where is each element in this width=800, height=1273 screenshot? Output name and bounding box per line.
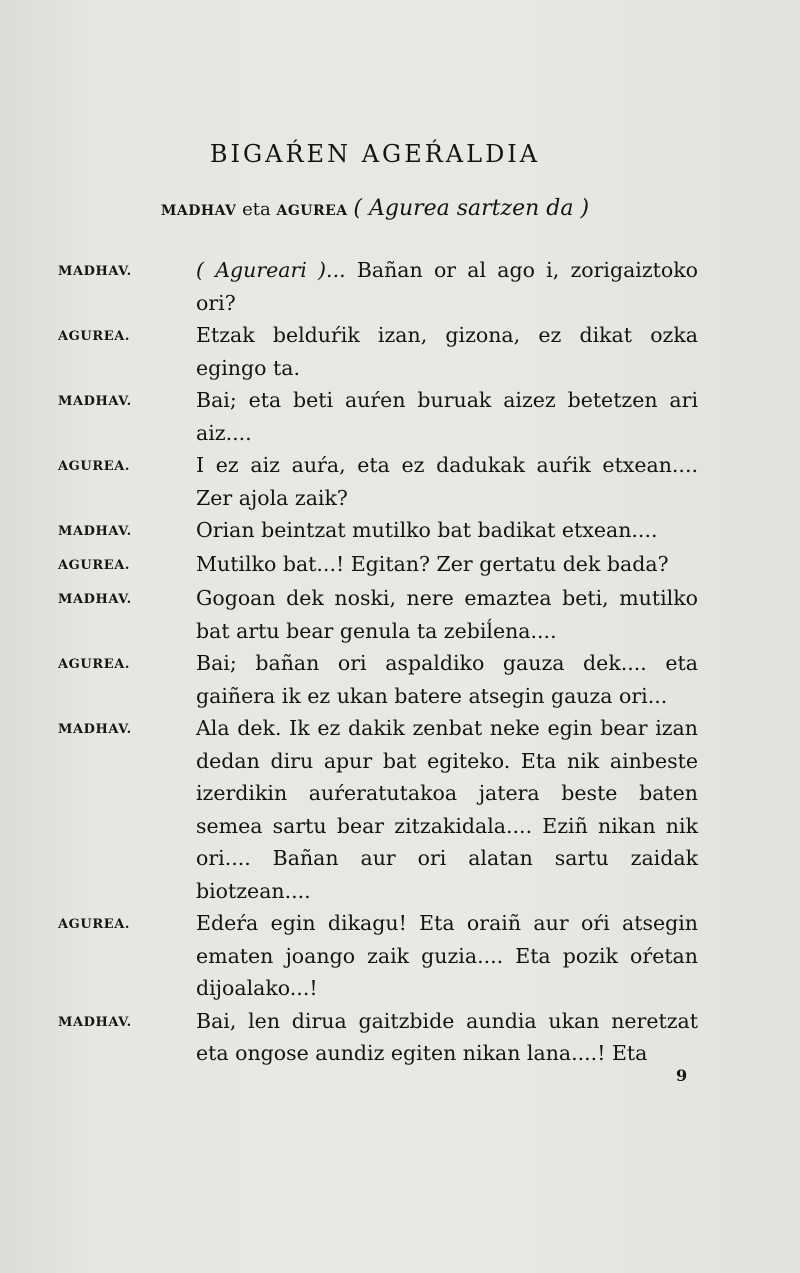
speaker-label: AGUREA. <box>58 558 131 573</box>
dialogue-entry <box>58 1005 698 1070</box>
stage-direction: ( Agurea sartzen da ) <box>353 196 590 221</box>
dialogue-list <box>58 254 698 1070</box>
dialogue-entry <box>58 254 698 319</box>
speaker-label: MADHAV. <box>58 592 132 607</box>
dialogue-text: Bai, len dirua gaitzbide aundia ukan neretzat eta ongose aundiz egiten nikan lana....! Eta <box>196 1008 698 1065</box>
dialogue-text: Edeŕa egin dikagu! Eta oraiñ aur oŕi atsegin ematen joango zaik guzia.... Eta pozik oŕetan dijoalako...! <box>196 911 698 1000</box>
dialogue-entry <box>58 548 698 582</box>
dialogue-text: Gogoan dek noski, nere emaztea beti, mutilko bat artu bear genula ta zebiĺena.... <box>196 586 698 643</box>
dialogue-text: Orian beintzat mutilko bat badikat etxean.... <box>196 518 658 542</box>
speaker-label: MADHAV. <box>58 1014 132 1030</box>
dialogue-text: Etzak belduŕik izan, gizona, ez dikat ozka egingo ta. <box>196 323 698 380</box>
dialogue-text: Ala dek. Ik ez dakik zenbat neke egin bear izan dedan diru apur bat egiteko. Eta nik ainbeste izerdikin auŕeratutakoa jatera beste baten semea sartu bear zitzakidala.... Eziñ nikan nik ori.... Bañan aur ori alatan sartu zaidak biotzean.... <box>196 716 698 903</box>
character-madhav: MADHAV <box>160 203 237 219</box>
dialogue-text: Mutilko bat...! Egitan? Zer gertatu dek bada? <box>196 552 669 576</box>
dialogue-entry <box>58 712 698 907</box>
speaker-label: AGUREA. <box>58 657 131 672</box>
dialogue-text: I ez aiz auŕa, eta ez dadukak auŕik etxean.... Zer ajola zaik? <box>196 453 698 510</box>
connector-text: eta <box>242 199 271 220</box>
dialogue-text: Bai; eta beti auŕen buruak aizez betetzen ari aiz.... <box>196 388 698 445</box>
speaker-label: AGUREA. <box>58 459 131 474</box>
scene-characters <box>0 196 750 221</box>
speaker-label: MADHAV. <box>58 722 132 737</box>
dialogue-text: Bañan or al ago i, zorigaiztoko ori? <box>196 258 698 315</box>
dialogue-entry <box>58 907 698 1005</box>
dialogue-line <box>196 254 698 319</box>
dialogue-entry <box>58 449 698 514</box>
scene-heading: BIGAŔEN AGEŔALDIA <box>209 140 541 168</box>
inline-stage-direction: ( Agureari )... <box>196 258 346 282</box>
page-number: 9 <box>676 1066 688 1085</box>
dialogue-entry <box>58 582 698 647</box>
character-agurea: AGUREA <box>276 203 348 219</box>
dialogue-entry <box>58 514 698 548</box>
speaker-label: MADHAV. <box>58 524 132 539</box>
speaker-label: AGUREA. <box>58 917 131 932</box>
speaker-label: MADHAV. <box>58 394 132 409</box>
dialogue-entry <box>58 647 698 712</box>
speaker-label: AGUREA. <box>58 329 131 344</box>
dialogue-entry <box>58 319 698 384</box>
speaker-label: MADHAV. <box>58 264 132 279</box>
dialogue-text: Bai; bañan ori aspaldiko gauza dek.... eta gaiñera ik ez ukan batere atsegin gauza ori... <box>196 651 698 708</box>
dialogue-entry <box>58 384 698 449</box>
